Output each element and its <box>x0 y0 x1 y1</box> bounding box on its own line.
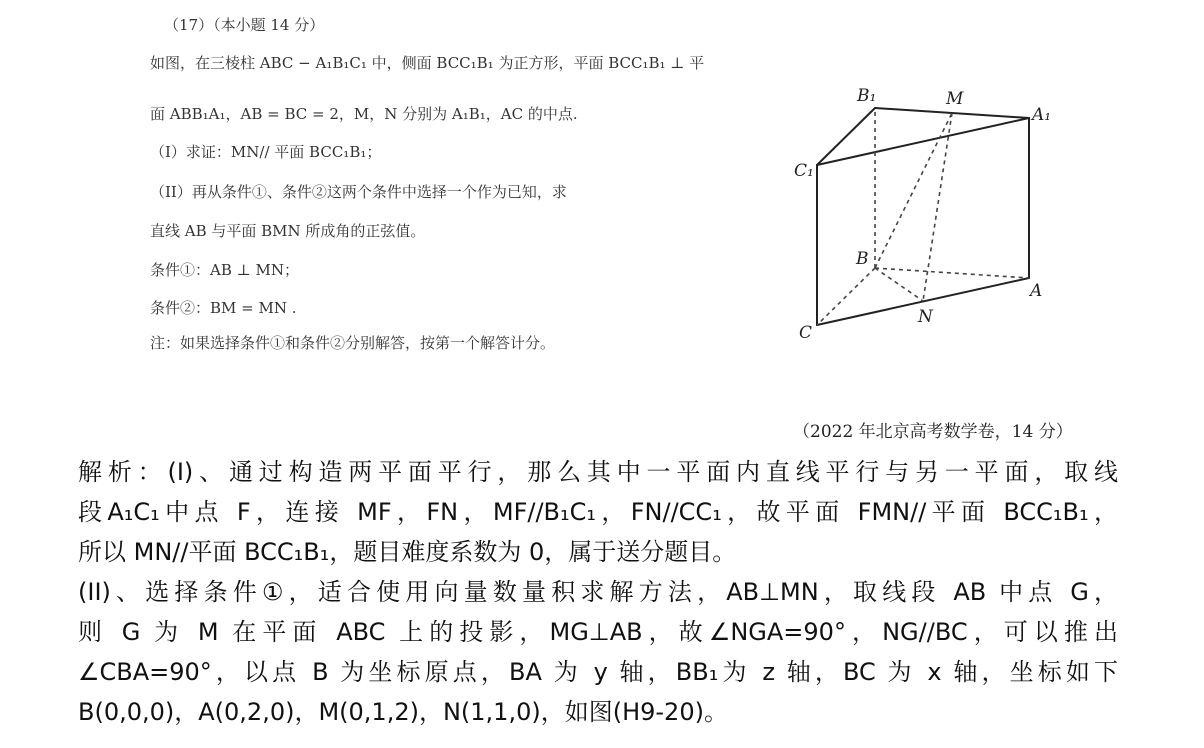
label-C1: C₁ <box>794 161 814 181</box>
problem-line-1: 如图，在三棱柱 ABC − A₁B₁C₁ 中，侧面 BCC₁B₁ 为正方形，平面 BCC₁B₁ ⊥ 平 <box>150 54 705 72</box>
solution-line-2: 段A₁C₁中点 F，连接 MF，FN，MF//B₁C₁，FN//CC₁，故平面 FMN//平面 BCC₁B₁， <box>78 498 1118 526</box>
label-B1: B₁ <box>857 86 877 106</box>
solution-line-6: ∠CBA=90°，以点 B 为坐标原点，BA 为 y 轴，BB₁为 z 轴，BC 为 x 轴，坐标如下 <box>78 658 1118 686</box>
problem-part-1: （I）求证：MN// 平面 BCC₁B₁； <box>150 143 382 161</box>
solution-line-1: 解析：(I)、通过构造两平面平行，那么其中一平面内直线平行与另一平面，取线 <box>78 458 1118 486</box>
solution-line-4: (II)、选择条件①，适合使用向量数量积求解方法，AB⊥MN，取线段 AB 中点 G， <box>78 578 1118 606</box>
problem-note: 注：如果选择条件①和条件②分别解答，按第一个解答计分。 <box>150 334 556 352</box>
problem-line-2: 面 ABB₁A₁，AB = BC = 2，M，N 分别为 A₁B₁，AC 的中点. <box>150 105 578 123</box>
label-B: B <box>856 249 869 269</box>
condition-2: 条件②：BM = MN . <box>150 299 297 317</box>
solution-line-5: 则 G 为 M 在平面 ABC 上的投影，MG⊥AB，故∠NGA=90°，NG//BC，可以推出 <box>78 618 1118 646</box>
label-M: M <box>946 89 964 109</box>
problem-title: （17）（本小题 14 分） <box>164 16 325 34</box>
segment-B-M <box>875 113 952 268</box>
label-C: C <box>799 323 813 343</box>
condition-1: 条件①：AB ⊥ MN； <box>150 261 299 279</box>
solution-text <box>78 452 1118 732</box>
source-citation: （2022 年北京高考数学卷，14 分） <box>793 422 1073 442</box>
problem-line-5: 直线 AB 与平面 BMN 所成角的正弦值。 <box>150 222 426 240</box>
edge-B-C <box>817 268 875 325</box>
solution-line-3: 所以 MN//平面 BCC₁B₁，题目难度系数为 0，属于送分题目。 <box>78 538 737 566</box>
edge-C1-A1 <box>817 118 1029 165</box>
solution-line-7: B(0,0,0)，A(0,2,0)，M(0,1,2)，N(1,1,0)，如图(H9-20)。 <box>78 698 728 726</box>
problem-part-2: （II）再从条件①、条件②这两个条件中选择一个作为已知，求 <box>150 183 567 201</box>
edge-B-A <box>875 268 1029 278</box>
edge-B1-C1 <box>817 108 875 165</box>
prism-figure <box>780 80 1060 350</box>
segment-B-N <box>875 268 923 301</box>
label-A: A <box>1030 281 1043 301</box>
label-A1: A₁ <box>1032 105 1052 125</box>
label-N: N <box>918 307 933 327</box>
